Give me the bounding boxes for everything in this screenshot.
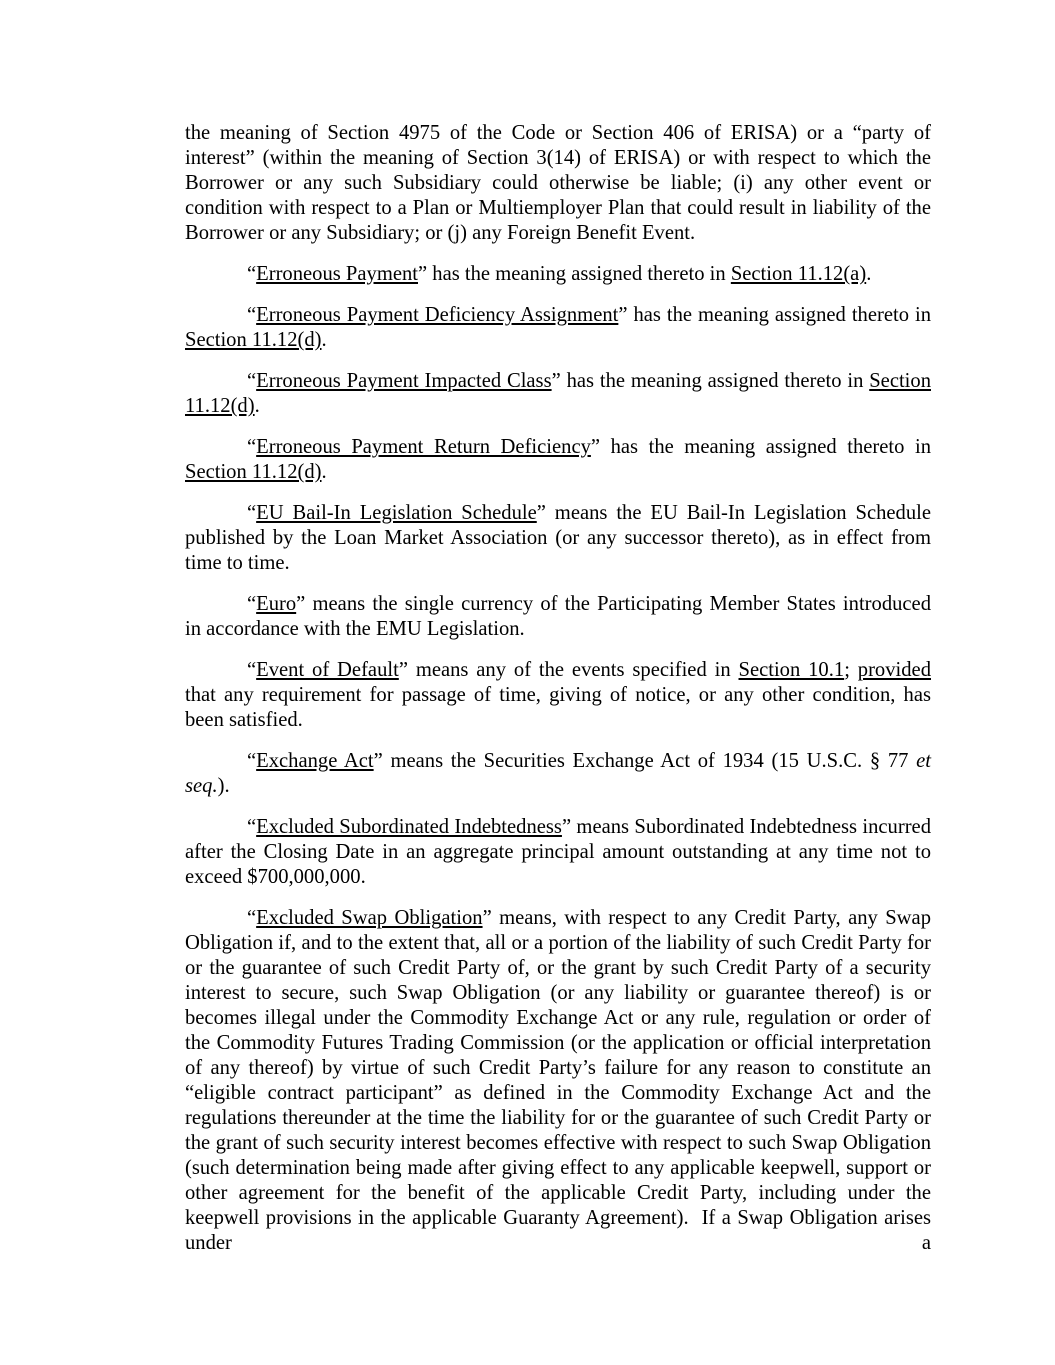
defined-term: Euro — [256, 593, 297, 615]
text-segment: ” means any of the events specified in — [398, 659, 739, 681]
text-segment: “ — [247, 304, 257, 326]
text-segment: ” means, with respect to any Credit Party, any Swap Obligation if, and to the extent that, all or a portion of the liability of such Credit Party for or the guarantee of such Credit Party of, or the grant by such Credit Party of a security interest to secure, such Swap Obligation (or any liability or guarantee thereof) is or becomes illegal under the Commodity Exchange Act or any rule, regulation or order of the Commodity Futures Trading Commission (or the application or official interpretation of any thereof) by virtue of such Credit Party’s failure for any reason to constitute an “eligible contract participant” as defined in the Commodity Exchange Act and the regulations thereunder at the time the liability for or the guarantee of such Credit Party or the grant of such security interest becomes effective with respect to such Swap Obligation (such determination being made after giving effect to any applicable keepwell, support or other agreement for the benefit of the applicable Credit Party, including under the keepwell provisions in the applicable Guaranty Agreement). If a Swap Obligation arises under a — [185, 907, 931, 1254]
latin-phrase: et seq. — [185, 750, 931, 797]
text-segment: ” has the meaning assigned thereto in — [590, 436, 931, 458]
text-segment: ” means the Securities Exchange Act of 1934 (15 U.S.C. § 77 — [373, 750, 917, 772]
text-segment: the meaning of Section 4975 of the Code or Section 406 of ERISA) or a “party of interest” (within the meaning of Section 3(14) of ERISA) or with respect to which the Borrower or any such Subsidiary could otherwise be liable; (i) any other event or condition with respect to a Plan or Multiemployer Plan that could result in liability of the Borrower or any Subsidiary; or (j) any Foreign Benefit Event. — [185, 122, 931, 244]
text-segment: “ — [247, 907, 257, 929]
para-def-excluded-swap-obligation — [185, 906, 931, 1256]
defined-term: Erroneous Payment — [256, 263, 418, 285]
text-segment: ” means the EU Bail-In Legislation Schedule published by the Loan Market Association (or any successor thereto), as in effect from time to time. — [185, 502, 931, 574]
text-segment: ” has the meaning assigned thereto in — [551, 370, 870, 392]
text-segment: “ — [247, 659, 257, 681]
para-def-erroneous-payment-return-deficiency — [185, 435, 931, 485]
defined-term: Erroneous Payment Deficiency Assignment — [256, 304, 619, 326]
defined-term: Event of Default — [256, 659, 399, 681]
text-segment: “ — [247, 816, 257, 838]
text-segment: . — [254, 395, 260, 417]
para-def-event-of-default — [185, 658, 931, 733]
proviso-term: provided — [857, 659, 931, 681]
text-segment: “ — [247, 263, 257, 285]
defined-term: Excluded Subordinated Indebtedness — [256, 816, 562, 838]
document-body — [185, 121, 931, 1272]
para-def-excluded-subordinated-indebtedness — [185, 815, 931, 890]
para-def-erroneous-payment — [185, 262, 931, 287]
text-segment: “ — [247, 750, 257, 772]
text-segment: ). — [217, 775, 230, 797]
text-segment: “ — [247, 436, 257, 458]
para-continuation-plan-erisa — [185, 121, 931, 246]
text-segment: that any requirement for passage of time, giving of notice, or any other condition, has been satisfied. — [185, 684, 931, 731]
defined-term: EU Bail-In Legislation Schedule — [256, 502, 537, 524]
para-def-erroneous-payment-impacted-class — [185, 369, 931, 419]
section-reference: Section 11.12(d) — [185, 370, 931, 417]
defined-term: Excluded Swap Obligation — [256, 907, 483, 929]
text-segment: “ — [247, 370, 257, 392]
defined-term: Erroneous Payment Return Deficiency — [256, 436, 591, 458]
para-def-euro — [185, 592, 931, 642]
text-segment: . — [866, 263, 872, 285]
text-segment: “ — [247, 593, 257, 615]
para-def-exchange-act — [185, 749, 931, 799]
text-segment: ; — [844, 659, 858, 681]
section-reference: Section 11.12(a) — [730, 263, 867, 285]
defined-term: Exchange Act — [256, 750, 374, 772]
text-segment: ” has the meaning assigned thereto in — [618, 304, 931, 326]
defined-term: Erroneous Payment Impacted Class — [256, 370, 552, 392]
text-segment: . — [321, 329, 327, 351]
text-segment: “ — [247, 502, 257, 524]
text-segment: ” means Subordinated Indebtedness incurred after the Closing Date in an aggregate principal amount outstanding at any time not to exceed $700,000,000. — [185, 816, 931, 888]
text-segment: ” means the single currency of the Participating Member States introduced in accordance with the EMU Legislation. — [185, 593, 931, 640]
text-segment: ” has the meaning assigned thereto in — [418, 263, 731, 285]
para-def-eu-bail-in-legislation-schedule — [185, 501, 931, 576]
section-reference: Section 11.12(d) — [185, 461, 322, 483]
section-reference: Section 11.12(d) — [185, 329, 322, 351]
text-segment: . — [321, 461, 327, 483]
section-reference: Section 10.1 — [738, 659, 845, 681]
para-def-erroneous-payment-deficiency-assignment — [185, 303, 931, 353]
